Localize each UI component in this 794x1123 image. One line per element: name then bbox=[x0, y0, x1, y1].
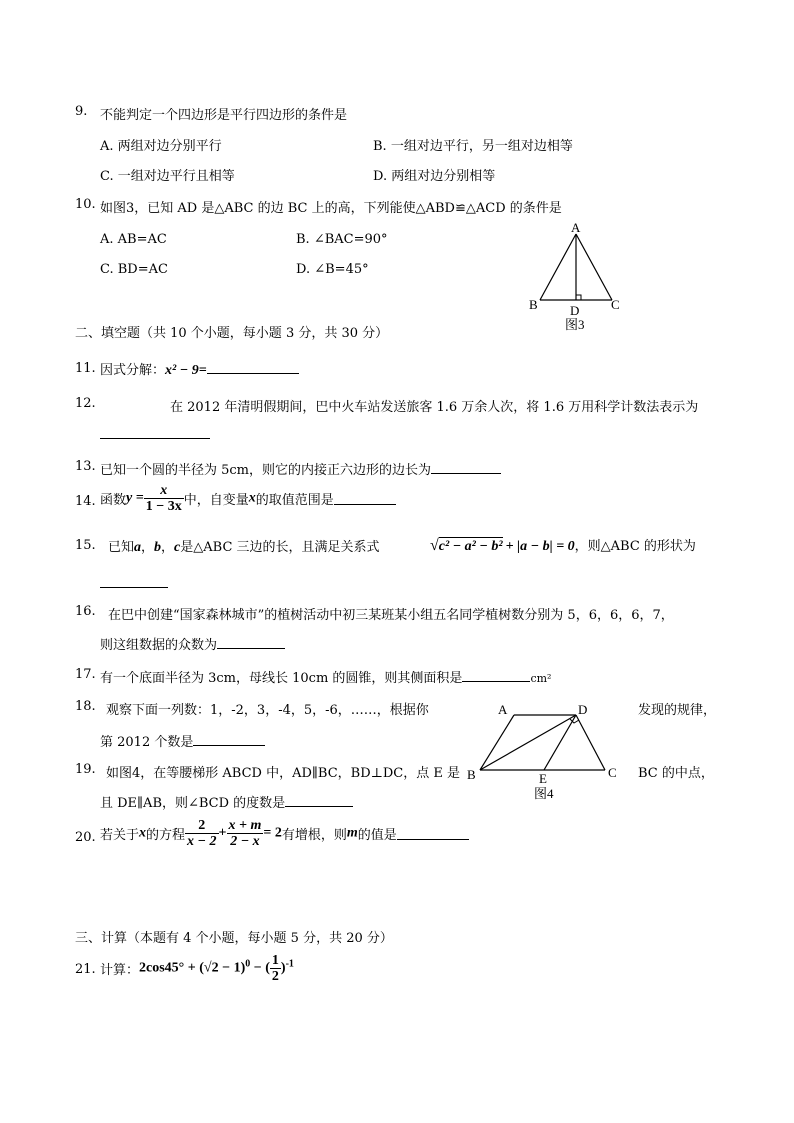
q20-pre: 若关于 bbox=[100, 828, 140, 843]
q9-option-d: D. 两组对边分别相等 bbox=[373, 169, 496, 184]
q18-line1b: 发现的规律， bbox=[638, 703, 717, 718]
label-c: C bbox=[611, 297, 620, 312]
q19-line2: 且 DE∥AB，则∠BCD 的度数是 bbox=[100, 796, 286, 811]
q11-expression: x² − 9= bbox=[165, 363, 207, 378]
q20-var: x bbox=[139, 825, 147, 841]
q15-pre: 已知 bbox=[108, 540, 135, 555]
q17-answer-blank[interactable] bbox=[462, 669, 530, 682]
q12-number: 12. bbox=[75, 396, 96, 411]
q21-fraction bbox=[270, 953, 281, 984]
q15-line bbox=[108, 536, 380, 556]
q10-number: 10. bbox=[75, 197, 96, 212]
q15-b: b bbox=[154, 540, 162, 555]
q20-answer-blank[interactable] bbox=[397, 827, 469, 840]
figure-3-triangle bbox=[520, 218, 630, 336]
q19-number: 19. bbox=[75, 762, 96, 777]
q9-number: 9. bbox=[75, 104, 88, 119]
q18-line2-wrap bbox=[100, 731, 265, 750]
q20-fraction-1 bbox=[185, 818, 218, 849]
q21-expr-a: 2cos45° + ( bbox=[139, 960, 204, 976]
q21-frac-den: 2 bbox=[271, 969, 279, 984]
edge-ab bbox=[540, 234, 576, 300]
q18-answer-blank[interactable] bbox=[193, 733, 265, 746]
label-b: B bbox=[467, 767, 476, 782]
q21-expr-d: ) bbox=[280, 960, 286, 976]
q21-exp-neg1: -1 bbox=[285, 958, 294, 970]
q9-stem: 不能判定一个四边形是平行四边形的条件是 bbox=[100, 108, 348, 123]
q9-option-a: A. 两组对边分别平行 bbox=[100, 139, 222, 154]
q14-y: y = bbox=[126, 490, 144, 506]
q14-line bbox=[100, 483, 396, 514]
diagonal-bd bbox=[480, 715, 576, 770]
segment-de bbox=[544, 715, 576, 770]
q14-number: 14. bbox=[75, 494, 96, 509]
q20-mid: 的方程 bbox=[146, 828, 186, 843]
q15-a: a bbox=[134, 540, 142, 555]
q10-option-d: D. ∠B=45° bbox=[296, 262, 369, 277]
label-b: B bbox=[529, 297, 538, 312]
q16-line1: 在巴中创建“国家森林城市”的植树活动中初三某班某小组五名同学植树数分别为 5，6，6，6，7， bbox=[108, 608, 674, 623]
right-angle-mark bbox=[576, 295, 581, 300]
q16-answer-blank[interactable] bbox=[217, 636, 285, 649]
label-c: C bbox=[608, 765, 617, 780]
edge-dc bbox=[576, 715, 605, 770]
figure-3-caption: 图3 bbox=[565, 317, 585, 332]
q9-option-b: B. 一组对边平行，另一组对边相等 bbox=[373, 139, 573, 154]
q21-line bbox=[100, 953, 294, 984]
edge-ac bbox=[576, 234, 612, 300]
q9-option-c: C. 一组对边平行且相等 bbox=[100, 169, 235, 184]
q20-number: 20. bbox=[75, 830, 96, 845]
q20-f2-den: 2 − x bbox=[230, 834, 260, 849]
q11-line bbox=[100, 359, 299, 379]
q17-line bbox=[100, 667, 551, 686]
q19-answer-blank[interactable] bbox=[285, 794, 353, 807]
q18-number: 18. bbox=[75, 699, 96, 714]
q15-answer-blank[interactable] bbox=[100, 575, 168, 588]
q17-text: 有一个底面半径为 3cm，母线长 10cm 的圆锥，则其侧面积是 bbox=[100, 671, 463, 686]
q10-option-a: A. AB=AC bbox=[100, 232, 167, 247]
label-a: A bbox=[571, 220, 581, 235]
sqrt-sign: √ bbox=[430, 537, 439, 554]
q15-post: ，则△ABC 的形状为 bbox=[574, 539, 696, 554]
q15-mid: 是△ABC 三边的长，且满足关系式 bbox=[180, 540, 380, 555]
q18-line1a: 观察下面一列数：1，-2，3，-4，5，-6，……，根据你 bbox=[106, 703, 429, 718]
label-d: D bbox=[570, 303, 580, 318]
q14-answer-blank[interactable] bbox=[334, 492, 396, 505]
section-2-heading: 二、填空题（共 10 个小题，每小题 3 分，共 30 分） bbox=[75, 326, 389, 341]
q16-line2: 则这组数据的众数为 bbox=[100, 638, 218, 653]
q13-number: 13. bbox=[75, 459, 96, 474]
q13-line bbox=[100, 459, 501, 478]
q17-number: 17. bbox=[75, 667, 96, 682]
edge-ab bbox=[480, 715, 514, 770]
label-d: D bbox=[578, 702, 588, 717]
q15-sqrt-expr: c² − a² − b² bbox=[438, 539, 503, 554]
q21-exp-0: 0 bbox=[245, 958, 251, 970]
q14-denominator: 1 − 3x bbox=[145, 499, 182, 514]
q11-text: 因式分解： bbox=[100, 363, 166, 378]
q12-text: 在 2012 年清明假期间，巴中火车站发送旅客 1.6 万余人次，将 1.6 万用科学计数法表示为 bbox=[170, 400, 699, 415]
q14-numerator: x bbox=[144, 483, 184, 499]
q15-formula bbox=[430, 535, 696, 555]
q15-comma2: ， bbox=[161, 540, 175, 555]
q11-number: 11. bbox=[75, 361, 96, 376]
q20-fraction-2 bbox=[227, 818, 264, 849]
q20-f1-den: x − 2 bbox=[187, 834, 217, 849]
q13-answer-blank[interactable] bbox=[431, 461, 501, 474]
q15-expr-rest: + |a − b| = 0 bbox=[505, 539, 575, 554]
q20-f1-num: 2 bbox=[185, 818, 218, 834]
q11-answer-blank[interactable] bbox=[207, 361, 299, 374]
q20-line bbox=[100, 818, 469, 849]
figure-4-caption: 图4 bbox=[534, 786, 554, 801]
q16-line2-wrap bbox=[100, 634, 285, 653]
q21-number: 21. bbox=[75, 962, 96, 977]
q15-comma1: ， bbox=[141, 540, 155, 555]
q10-stem: 如图3，已知 AD 是△ABC 的边 BC 上的高，下列能使△ABD≌△ACD 的条件是 bbox=[100, 201, 562, 216]
q15-number: 15. bbox=[75, 538, 96, 553]
label-a: A bbox=[498, 702, 508, 717]
q14-var: x bbox=[248, 490, 256, 506]
q14-post: 的取值范围是 bbox=[255, 493, 334, 508]
q18-line2: 第 2012 个数是 bbox=[100, 735, 194, 750]
q20-post1: 有增根，则 bbox=[281, 828, 347, 843]
q21-text: 计算： bbox=[100, 963, 140, 978]
q16-number: 16. bbox=[75, 604, 96, 619]
q20-plus: + bbox=[218, 825, 227, 841]
q10-option-c: C. BD=AC bbox=[100, 262, 168, 277]
q21-expr-b: √2 − 1) bbox=[203, 960, 246, 976]
q21-expr-c: − ( bbox=[250, 960, 270, 976]
q14-pre: 函数 bbox=[100, 493, 127, 508]
q19-line1b: BC 的中点， bbox=[638, 766, 714, 781]
figure-4-trapezoid bbox=[462, 700, 632, 805]
section-3-heading: 三、计算（本题有 4 个小题，每小题 5 分，共 20 分） bbox=[75, 931, 393, 946]
q15-c: c bbox=[174, 540, 181, 555]
q20-equals: = 2 bbox=[263, 825, 282, 841]
q19-line2-wrap bbox=[100, 792, 353, 811]
q14-fraction bbox=[144, 483, 184, 514]
q21-frac-num: 1 bbox=[271, 953, 279, 968]
q12-answer-blank[interactable] bbox=[100, 426, 210, 439]
q13-text: 已知一个圆的半径为 5cm，则它的内接正六边形的边长为 bbox=[100, 463, 432, 478]
q10-option-b: B. ∠BAC=90° bbox=[296, 232, 388, 247]
q20-m: m bbox=[346, 825, 358, 841]
q20-f2-num: x + m bbox=[228, 818, 262, 833]
label-e: E bbox=[539, 771, 547, 786]
q14-mid: 中，自变量 bbox=[183, 493, 249, 508]
q17-unit: cm² bbox=[530, 672, 552, 685]
q19-line1a: 如图4，在等腰梯形 ABCD 中，AD∥BC，BD⊥DC，点 E 是 bbox=[106, 766, 460, 781]
q20-post2: 的值是 bbox=[357, 828, 397, 843]
